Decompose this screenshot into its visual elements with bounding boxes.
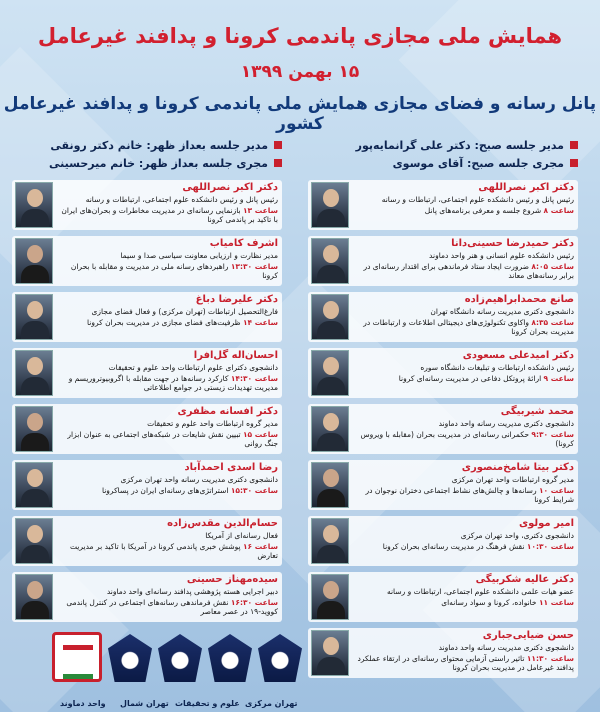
talk-topic — [356, 430, 574, 449]
speaker-name: احسان‌اله گل‌افرا — [193, 350, 278, 361]
speaker-name: دکتر علیرضا دباغ — [195, 294, 278, 305]
speaker-card — [308, 628, 578, 678]
talk-title: ظرفیت‌های فضای مجازی در مدیریت بحران کرونا — [87, 317, 241, 327]
speaker-info — [352, 628, 578, 678]
talk-time: ساعت ۱۴:۳۰ — [230, 373, 278, 383]
speaker-info — [352, 236, 578, 286]
talk-topic — [356, 318, 574, 337]
talk-time: ساعت ۱۴ — [242, 317, 278, 327]
speaker-name: سیده‌مهناز حسینی — [186, 574, 278, 585]
speaker-name: امیر مولوی — [518, 518, 574, 529]
bullet-icon — [274, 159, 282, 167]
footer-label: تهران مرکزی — [245, 699, 298, 708]
talk-time: ساعت ۱۰ — [538, 485, 574, 495]
speaker-role: دانشجوی دکتری مدیریت رسانه واحد دماوند — [438, 643, 574, 652]
talk-title: تاثیر راستی آزمایی محتوای رسانه‌ای در ارتقاء عملکرد پدافند غیرعامل در مدیریت بحران کرونا — [357, 653, 574, 672]
speaker-info — [56, 180, 282, 230]
speaker-card — [308, 236, 578, 286]
speaker-name: اشرف کامیاب — [209, 238, 278, 249]
talk-topic — [60, 430, 278, 449]
talk-topic — [60, 374, 278, 393]
speaker-info — [352, 516, 578, 566]
session-chairs — [0, 136, 600, 176]
afternoon-host: مجری جلسه بعداز ظهر: خانم میرحسینی — [49, 156, 268, 170]
panel-subtitle: پانل رسانه و فضای مجازی همایش ملی پاندمی کرونا و پدافند غیرعامل کشور — [3, 94, 597, 134]
university-emblem-icon — [258, 634, 302, 682]
speaker-card — [12, 404, 282, 454]
speaker-card — [308, 460, 578, 510]
university-emblem-icon — [108, 634, 152, 682]
speaker-role: مدیر گروه ارتباطات واحد علوم و تحقیقات — [147, 419, 278, 428]
university-emblem-icon — [208, 634, 252, 682]
speaker-photo — [15, 238, 53, 284]
talk-topic — [356, 262, 574, 281]
bullet-icon — [570, 141, 578, 149]
speaker-role: رئیس پانل و رئیس دانشکده علوم اجتماعی، ارتباطات و رسانه — [85, 195, 278, 204]
speaker-photo — [15, 406, 53, 452]
speaker-name: دکتر بیتا شامخ‌منصوری — [461, 462, 574, 473]
morning-session-info — [298, 136, 578, 172]
speaker-info — [352, 572, 578, 622]
sponsor-logos — [0, 622, 310, 712]
speaker-card — [12, 180, 282, 230]
talk-topic — [60, 598, 278, 617]
red-crescent-logo — [52, 632, 102, 682]
speaker-info — [352, 292, 578, 342]
speaker-role: فعال رسانه‌ای از آمریکا — [205, 531, 278, 540]
talk-title: نقش فرهنگ در مدیریت رسانه‌ای بحران کرونا — [382, 541, 525, 551]
footer-label: تهران شمال — [120, 699, 169, 708]
footer-label: علوم و تحقیقات — [175, 699, 240, 708]
speaker-role: مدیر نظارت و ارزیابی معاونت سیاسی صدا و سیما — [120, 251, 278, 260]
speaker-role: عضو هیات علمی دانشکده علوم اجتماعی، ارتباطات و رسانه — [386, 587, 574, 596]
talk-title: استراتژی‌های رسانه‌ای ایران در پساکرونا — [101, 485, 229, 495]
talk-time: ساعت ۸ — [543, 205, 574, 215]
speaker-card — [308, 180, 578, 230]
speaker-info — [352, 348, 578, 398]
speaker-info — [56, 460, 282, 510]
speaker-name: دکتر امیدعلی مسعودی — [462, 350, 574, 361]
speaker-name: دکتر عالیه شکربیگی — [475, 574, 574, 585]
talk-topic — [356, 598, 574, 608]
speaker-role: دبیر اجرایی هسته پژوهشی پدافند رسانه‌ای واحد دماوند — [106, 587, 278, 596]
bullet-icon — [274, 141, 282, 149]
speaker-info — [56, 348, 282, 398]
speaker-info — [56, 236, 282, 286]
poster-header — [0, 0, 600, 134]
talk-topic — [60, 262, 278, 281]
talk-topic — [356, 654, 574, 673]
speaker-card — [12, 236, 282, 286]
talk-title: واکاوی تکنولوژی‌های دیجیتالی اطلاعات و ارتباطات در مدیریت بحران کرونا — [363, 317, 574, 336]
speaker-photo — [15, 350, 53, 396]
speaker-card — [308, 348, 578, 398]
speaker-photo — [311, 406, 349, 452]
talk-title: تبیین نقش شایعات در شبکه‌های اجتماعی به عنوان ابزار جنگ روانی — [67, 429, 278, 448]
speaker-photo — [311, 238, 349, 284]
speaker-role: دانشجوی دکتری مدیریت رسانه واحد دماوند — [438, 419, 574, 428]
speaker-role: دانشجوی دکتری مدیریت رسانه دانشگاه تهران — [430, 307, 574, 316]
speaker-info — [56, 292, 282, 342]
talk-topic — [356, 206, 574, 216]
talk-time: ساعت ۱۳ — [242, 205, 278, 215]
speaker-photo — [15, 294, 53, 340]
speaker-name: رضا اسدی احمدآباد — [184, 462, 278, 473]
speaker-photo — [311, 518, 349, 564]
talk-topic — [60, 542, 278, 561]
speaker-card — [308, 404, 578, 454]
speaker-photo — [311, 630, 349, 676]
speaker-card — [308, 516, 578, 566]
talk-title: بازنمایی رسانه‌ای در مدیریت مخاطرات و بحران‌های ایران با تاکید بر پاندمی کرونا — [61, 205, 278, 224]
talk-title: خانواده، کرونا و سواد رسانه‌ای — [441, 597, 537, 607]
speaker-photo — [311, 294, 349, 340]
talk-time: ساعت ۹ — [543, 373, 574, 383]
talk-topic — [356, 542, 574, 552]
talk-topic — [356, 486, 574, 505]
talk-title: پوشش خبری پاندمی کرونا در آمریکا با تاکید بر مدیریت تعارض — [69, 541, 278, 560]
talk-time: ساعت ۹:۳۰ — [531, 429, 574, 439]
poster-title: همایش ملی مجازی پاندمی کرونا و پدافند غیرعامل — [37, 24, 563, 48]
talk-title: شروع جلسه و معرفی برنامه‌های پانل — [424, 205, 542, 215]
speaker-photo — [15, 518, 53, 564]
afternoon-chair: مدیر جلسه بعداز ظهر: خانم دکتر رونقی — [50, 138, 268, 152]
speaker-photo — [311, 462, 349, 508]
speaker-role: رئیس دانشکده علوم انسانی و هنر واحد دماوند — [429, 251, 574, 260]
bullet-icon — [570, 159, 578, 167]
talk-topic — [60, 206, 278, 225]
talk-title: ارائهٔ پروتکل دفاعی در مدیریت رسانه‌ای کرونا — [398, 373, 542, 383]
talk-topic — [60, 318, 278, 328]
speaker-name: دکتر حمیدرضا حسینی‌دانا — [451, 238, 574, 249]
speaker-name: حسام‌الدین مقدس‌زاده — [167, 518, 278, 529]
speaker-role: رئیس دانشکده ارتباطات و تبلیغات دانشگاه سوره — [420, 363, 574, 372]
speaker-card — [308, 572, 578, 622]
speaker-name: دکتر اکبر نصراللهی — [478, 182, 574, 193]
talk-time: ساعت ۱۵:۳۰ — [230, 485, 278, 495]
speaker-name: دکتر اکبر نصراللهی — [182, 182, 278, 193]
talk-time: ساعت ۱۶:۳۰ — [230, 597, 278, 607]
event-date: ۱۵ بهمن ۱۳۹۹ — [240, 62, 360, 82]
speaker-card — [12, 292, 282, 342]
speaker-card — [308, 292, 578, 342]
speaker-photo — [15, 462, 53, 508]
speaker-info — [56, 516, 282, 566]
speaker-info — [56, 572, 282, 622]
speaker-photo — [311, 350, 349, 396]
speaker-info — [352, 460, 578, 510]
talk-title: رسانه‌ها و چالش‌های نشاط اجتماعی دختران نوجوان در شرایط کرونا — [365, 485, 574, 504]
speaker-card — [12, 460, 282, 510]
talk-topic — [356, 374, 574, 384]
talk-time: ساعت ۱۱ — [538, 597, 574, 607]
speaker-name: صانع محمدابراهیم‌زاده — [464, 294, 574, 305]
speaker-card — [12, 516, 282, 566]
talk-time: ساعت ۱۶ — [242, 541, 278, 551]
morning-chair: مدیر جلسه صبح: دکتر علی گرانمایه‌پور — [355, 138, 564, 152]
talk-time: ساعت ۱۱:۳۰ — [526, 653, 574, 663]
speaker-info — [352, 404, 578, 454]
speaker-role: رئیس پانل و رئیس دانشکده علوم اجتماعی، ارتباطات و رسانه — [381, 195, 574, 204]
speaker-name: محمد شیربیگی — [500, 406, 574, 417]
speaker-role: مدیر گروه ارتباطات واحد تهران مرکزی — [451, 475, 574, 484]
talk-title: نقش فرماندهی رسانه‌های اجتماعی در کنترل پاندمی کووید-۱۹ در عصر معاصر — [66, 597, 278, 616]
talk-time: ساعت ۱۵ — [242, 429, 278, 439]
talk-title: راهبردهای رسانه ملی در مدیریت و مقابله با بحران کرونا — [70, 261, 278, 280]
speaker-photo — [15, 574, 53, 620]
speaker-photo — [311, 182, 349, 228]
talk-time: ساعت ۱۳:۳۰ — [230, 261, 278, 271]
talk-title: کارکرد رسانه‌ها در جهت مقابله با اگروبیوتروریسم و مدیریت تهدیدات زیستی در جوامع اطلاعاتی — [68, 373, 278, 392]
morning-host: مجری جلسه صبح: آقای موسوی — [392, 156, 564, 170]
speaker-card — [12, 572, 282, 622]
speaker-name: حسن ضیایی‌جباری — [482, 630, 574, 641]
speaker-info — [352, 180, 578, 230]
speaker-card — [12, 348, 282, 398]
speaker-role: دانشجوی دکتری، واحد تهران مرکزی — [460, 531, 574, 540]
talk-title: حکمرانی رسانه‌ای در مدیریت بحران (مقابله با ویروس کرونا) — [360, 429, 574, 448]
talk-topic — [60, 486, 278, 496]
speaker-name: دکتر افسانه مظفری — [177, 406, 278, 417]
speaker-photo — [311, 574, 349, 620]
talk-time: ساعت ۸:۰۵ — [531, 261, 574, 271]
speaker-photo — [15, 182, 53, 228]
university-emblem-icon — [158, 634, 202, 682]
speaker-role: دانشجوی دکتری مدیریت رسانه واحد تهران مرکزی — [120, 475, 278, 484]
footer-label: واحد دماوند — [60, 699, 106, 708]
afternoon-session-info — [2, 136, 282, 172]
speaker-role: دانشجوی دکترای علوم ارتباطات واحد علوم و تحقیقات — [108, 363, 278, 372]
talk-title: ضرورت ایجاد ستاد فرماندهی برای اقتدار رسانه‌ای در برابر رسانه‌های معاند — [363, 261, 574, 280]
speaker-info — [56, 404, 282, 454]
talk-time: ساعت ۸:۳۵ — [531, 317, 574, 327]
speaker-role: فارغ‌التحصیل ارتباطات (تهران مرکزی) و فعال فضای مجازی — [91, 307, 278, 316]
talk-time: ساعت ۱۰:۳۰ — [526, 541, 574, 551]
